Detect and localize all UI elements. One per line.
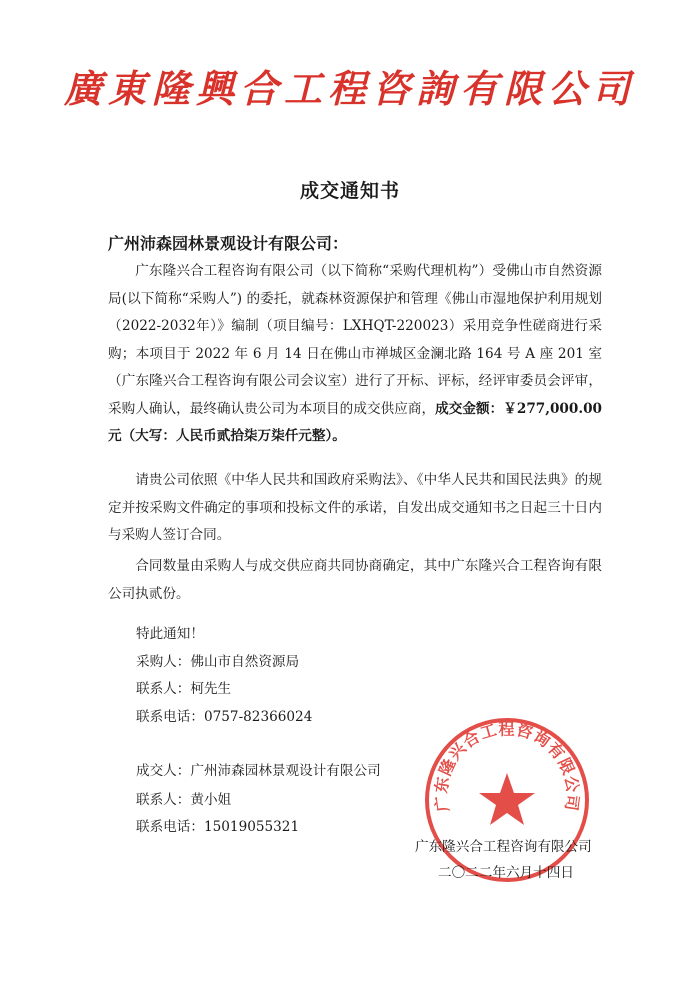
supplier-contact: 联系人：黄小姐	[136, 792, 232, 808]
recipient: 广州沛森园林景观设计有限公司：	[108, 234, 349, 253]
issue-date: 二〇二二年六月十四日	[438, 865, 574, 881]
paragraph-1-text: 广东隆兴合工程咨询有限公司（以下简称“采购代理机构”）受佛山市自然资源局(以下简称“采购人”) 的委托，就森林资源保护和管理《佛山市湿地保护利用规划（2022-2032年）》编制（项目编号：LXHQT-220023）采用竞争性磋商进行采购；本项目于 2022 年 6 月 14 日在佛山市禅城区金澜北路 164 号 A 座 201 室（广东隆兴合工程咨询有限公司会议室）进行了开标、评标，经评审委员会评审，采购人确认，最终确认贵公司为本项目的成交供应商，	[108, 263, 602, 417]
supplier-phone: 联系电话：15019055321	[136, 819, 300, 835]
letterhead: 廣東隆興合工程咨詢有限公司	[63, 66, 636, 111]
buyer-phone: 联系电话：0757-82366024	[136, 709, 313, 725]
closing-line: 特此通知！	[136, 626, 204, 642]
buyer-line: 采购人：佛山市自然资源局	[136, 654, 300, 670]
buyer-contact: 联系人：柯先生	[136, 681, 232, 697]
paragraph-2: 请贵公司依照《中华人民共和国政府采购法》、《中华人民共和国民法典》的规定并按采购文件确定的事项和投标文件的承诺，自发出成交通知书之日起三十日内与采购人签订合同。	[108, 472, 602, 543]
contract-amount: 成交金额：￥277,000.00 元（大写：人民币贰拾柒万柒仟元整）。	[108, 400, 602, 444]
document-title: 成交通知书	[299, 180, 400, 202]
signer: 广东隆兴合工程咨询有限公司	[415, 839, 592, 855]
paragraph-1	[108, 258, 602, 451]
paragraph-3: 合同数量由采购人与成交供应商共同协商确定，其中广东隆兴合工程咨询有限公司执贰份。	[108, 558, 602, 602]
supplier-line: 成交人：广州沛森园林景观设计有限公司	[136, 763, 381, 779]
company-seal-icon	[422, 715, 592, 885]
svg-text:广东隆兴合工程咨询有限公司: 广东隆兴合工程咨询有限公司	[431, 719, 583, 813]
